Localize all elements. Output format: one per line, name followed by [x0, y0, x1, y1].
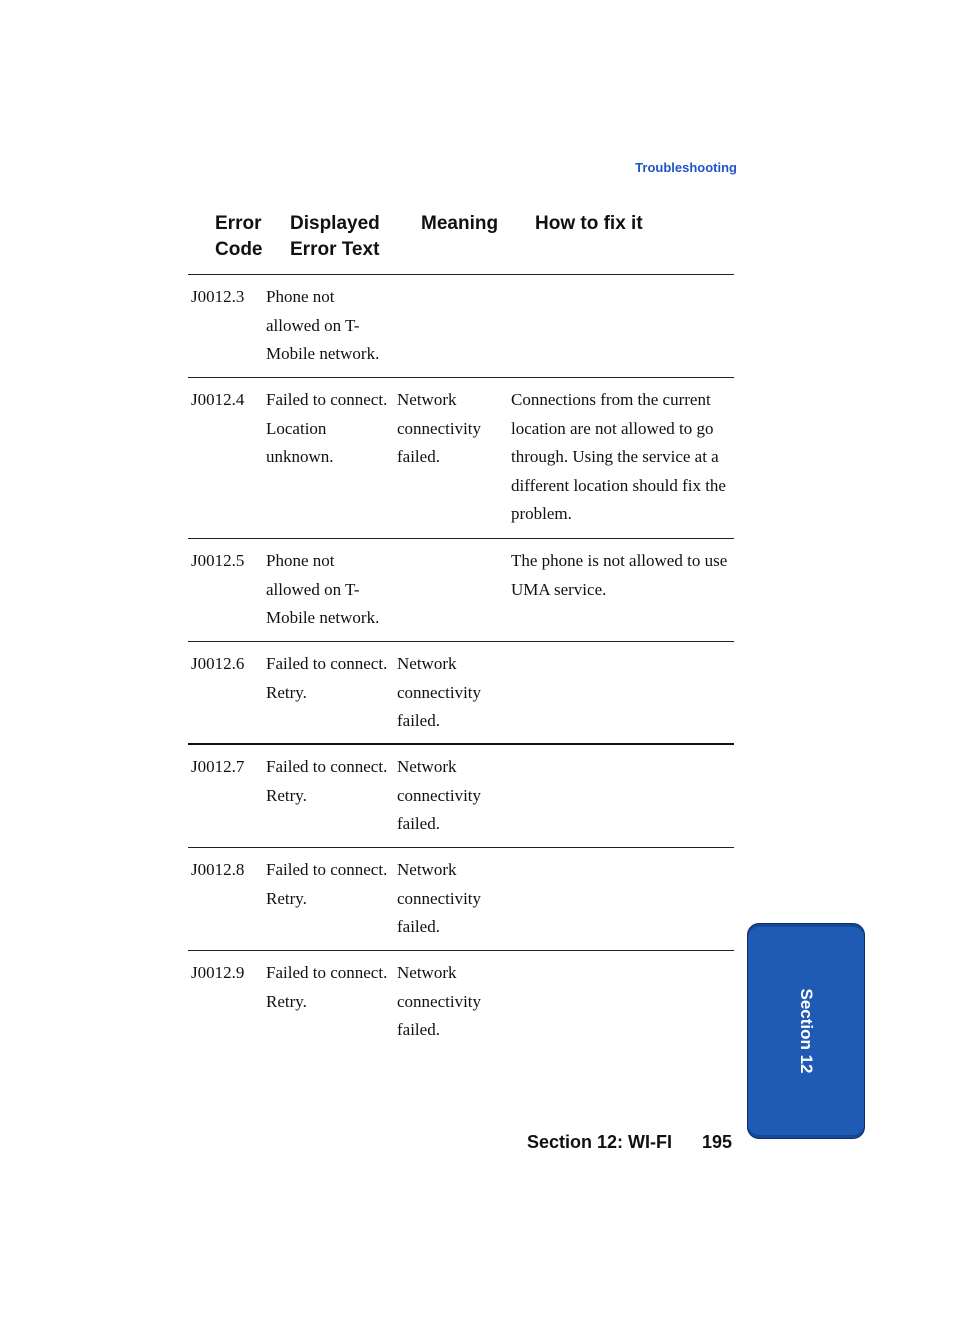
error-code: J0012.7	[191, 757, 245, 776]
displayed-error-text: Failed to connect. Retry.	[266, 757, 388, 805]
how-to-fix: Connections from the current location are not allowed to go through. Using the service at a different location should fix the problem.	[511, 390, 726, 523]
how-to-fix: The phone is not allowed to use UMA service.	[511, 551, 728, 599]
running-head: Troubleshooting	[635, 160, 737, 175]
table-row	[188, 642, 734, 745]
meaning: Network connectivity failed.	[397, 757, 482, 833]
displayed-error-text: Failed to connect. Location unknown.	[266, 390, 388, 466]
error-code: J0012.9	[191, 963, 245, 982]
table-row	[188, 848, 734, 951]
displayed-error-text: Phone not allowed on T-Mobile network.	[266, 551, 380, 627]
header-displayed-error-text: Displayed Error Text	[290, 213, 380, 260]
table-row	[188, 378, 734, 539]
page-number: 195	[701, 1132, 732, 1152]
table-row	[188, 951, 734, 1053]
page-footer	[527, 1132, 732, 1153]
footer-section-title: Section 12: WI-FI	[526, 1132, 672, 1152]
header-error-code: Error Code	[215, 213, 263, 260]
table-row	[188, 745, 734, 848]
error-code: J0012.4	[191, 390, 245, 409]
error-code: J0012.5	[191, 551, 245, 570]
section-tab	[747, 923, 865, 1139]
error-table-body	[188, 275, 734, 1053]
displayed-error-text: Failed to connect. Retry.	[266, 963, 388, 1011]
meaning: Network connectivity failed.	[397, 860, 482, 936]
meaning: Network connectivity failed.	[397, 963, 482, 1039]
displayed-error-text: Failed to connect. Retry.	[266, 860, 388, 908]
header-meaning: Meaning	[421, 213, 499, 234]
meaning: Network connectivity failed.	[397, 654, 482, 730]
section-tab-label: Section 12	[797, 988, 816, 1074]
table-row	[188, 539, 734, 642]
table-header	[188, 210, 734, 275]
error-code: J0012.6	[191, 654, 245, 673]
displayed-error-text: Phone not allowed on T-Mobile network.	[266, 287, 380, 363]
header-how-to-fix: How to fix it	[535, 213, 643, 234]
table-row	[188, 275, 734, 378]
meaning: Network connectivity failed.	[397, 390, 482, 466]
error-code: J0012.8	[191, 860, 245, 879]
error-code: J0012.3	[191, 287, 245, 306]
displayed-error-text: Failed to connect. Retry.	[266, 654, 388, 702]
